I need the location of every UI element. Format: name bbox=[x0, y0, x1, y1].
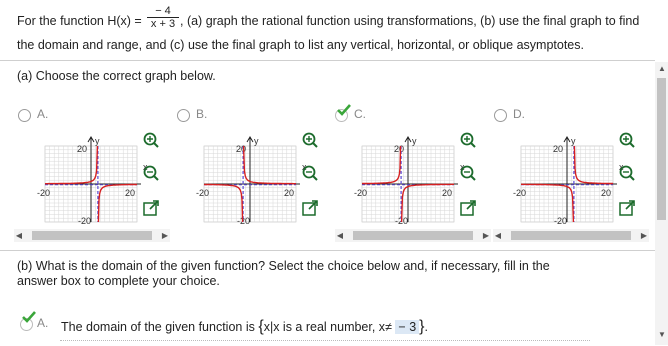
divider-mid bbox=[0, 250, 655, 251]
tick-label: 20 bbox=[125, 188, 136, 198]
y-axis-label: y bbox=[412, 136, 417, 146]
option-label: B. bbox=[196, 107, 208, 121]
expand-graph-icon[interactable] bbox=[142, 199, 160, 217]
tick-label: 20 bbox=[553, 144, 564, 154]
question-suffix: , (a) graph the rational function using transformations, (b) use the final graph to find bbox=[180, 14, 640, 28]
zoom-out-icon[interactable] bbox=[142, 164, 160, 182]
answer-a-text: The domain of the given function is bbox=[61, 320, 255, 334]
scroll-right-icon[interactable]: ▶ bbox=[482, 231, 490, 240]
zoom-in-icon[interactable] bbox=[618, 131, 636, 149]
answer-a-statement: The domain of the given function is {x|x is a real number, x≠ − 3 }. bbox=[61, 318, 428, 335]
y-axis-label: y bbox=[95, 136, 100, 146]
option-label: D. bbox=[513, 107, 525, 121]
y-axis-label: y bbox=[571, 136, 576, 146]
tick-label: -20 bbox=[554, 216, 568, 226]
question-fraction bbox=[147, 5, 179, 30]
expand-graph-icon[interactable] bbox=[301, 199, 319, 217]
tick-label: 20 bbox=[394, 144, 405, 154]
option-radio-0[interactable] bbox=[18, 109, 31, 122]
tick-label: -20 bbox=[78, 216, 92, 226]
graphs-scrollbar-right[interactable] bbox=[493, 229, 649, 242]
fraction-numerator: − 4 bbox=[147, 5, 179, 18]
divider-top bbox=[0, 60, 655, 61]
answer-a-value-box[interactable]: − 3 bbox=[395, 320, 419, 334]
option-radio-3[interactable] bbox=[494, 109, 507, 122]
tick-label: -20 bbox=[513, 188, 527, 198]
tick-label: 20 bbox=[284, 188, 295, 198]
graph-a[interactable] bbox=[35, 130, 155, 226]
question-prefix: For the function H(x) = bbox=[17, 14, 142, 28]
tick-label: 20 bbox=[236, 144, 247, 154]
scroll-right-icon[interactable]: ▶ bbox=[161, 231, 169, 240]
page-scroll-thumb[interactable] bbox=[657, 78, 666, 220]
option-label: C. bbox=[354, 107, 366, 121]
question-line2: the domain and range, and (c) use the final graph to list any vertical, horizontal, or oblique asymptotes. bbox=[17, 38, 584, 52]
x-axis-label: x bbox=[143, 162, 148, 172]
graph-c[interactable] bbox=[352, 130, 472, 226]
tick-label: -20 bbox=[354, 188, 368, 198]
answer-a-check-icon bbox=[22, 311, 36, 323]
tick-label: -20 bbox=[237, 216, 251, 226]
part-b-line1: (b) What is the domain of the given function? Select the choice below and, if necessary, fill in the bbox=[17, 259, 550, 273]
zoom-out-icon[interactable] bbox=[301, 164, 319, 182]
scroll-thumb[interactable] bbox=[511, 231, 631, 240]
zoom-out-icon[interactable] bbox=[618, 164, 636, 182]
zoom-in-icon[interactable] bbox=[142, 131, 160, 149]
graph-d[interactable] bbox=[511, 130, 631, 226]
tick-label: 20 bbox=[601, 188, 612, 198]
scroll-thumb[interactable] bbox=[353, 231, 473, 240]
part-b-line2: answer box to complete your choice. bbox=[17, 274, 220, 288]
page-scrollbar[interactable] bbox=[655, 62, 668, 345]
graphs-scrollbar-left[interactable] bbox=[14, 229, 170, 242]
cut-off-row bbox=[60, 340, 590, 346]
tick-label: 20 bbox=[442, 188, 453, 198]
option-check-icon bbox=[337, 104, 351, 116]
expand-graph-icon[interactable] bbox=[459, 199, 477, 217]
zoom-in-icon[interactable] bbox=[301, 131, 319, 149]
scroll-left-icon[interactable]: ◀ bbox=[336, 231, 344, 240]
y-axis-label: y bbox=[254, 136, 259, 146]
scroll-down-icon[interactable]: ▼ bbox=[658, 330, 666, 339]
graphs-scrollbar-mid[interactable] bbox=[335, 229, 491, 242]
scroll-up-icon[interactable]: ▲ bbox=[658, 64, 666, 73]
tick-label: -20 bbox=[196, 188, 210, 198]
scroll-thumb[interactable] bbox=[32, 231, 152, 240]
expand-graph-icon[interactable] bbox=[618, 199, 636, 217]
x-axis-label: x bbox=[460, 162, 465, 172]
part-a-prompt: (a) Choose the correct graph below. bbox=[17, 69, 216, 83]
scroll-right-icon[interactable]: ▶ bbox=[640, 231, 648, 240]
open-brace: { bbox=[258, 318, 264, 335]
scroll-left-icon[interactable]: ◀ bbox=[15, 231, 23, 240]
zoom-out-icon[interactable] bbox=[459, 164, 477, 182]
answer-a-set: x|x is a real number, x bbox=[263, 320, 386, 334]
option-radio-1[interactable] bbox=[177, 109, 190, 122]
tick-label: -20 bbox=[37, 188, 51, 198]
graph-b[interactable] bbox=[194, 130, 314, 226]
zoom-in-icon[interactable] bbox=[459, 131, 477, 149]
x-axis-label: x bbox=[302, 162, 307, 172]
close-brace: } bbox=[419, 318, 425, 335]
tick-label: 20 bbox=[77, 144, 88, 154]
scroll-left-icon[interactable]: ◀ bbox=[494, 231, 502, 240]
tick-label: -20 bbox=[395, 216, 409, 226]
answer-a-label: A. bbox=[37, 316, 49, 330]
not-equal-symbol: ≠ bbox=[385, 320, 392, 334]
option-label: A. bbox=[37, 107, 49, 121]
fraction-denominator: x + 3 bbox=[150, 18, 176, 30]
x-axis-label: x bbox=[619, 162, 624, 172]
